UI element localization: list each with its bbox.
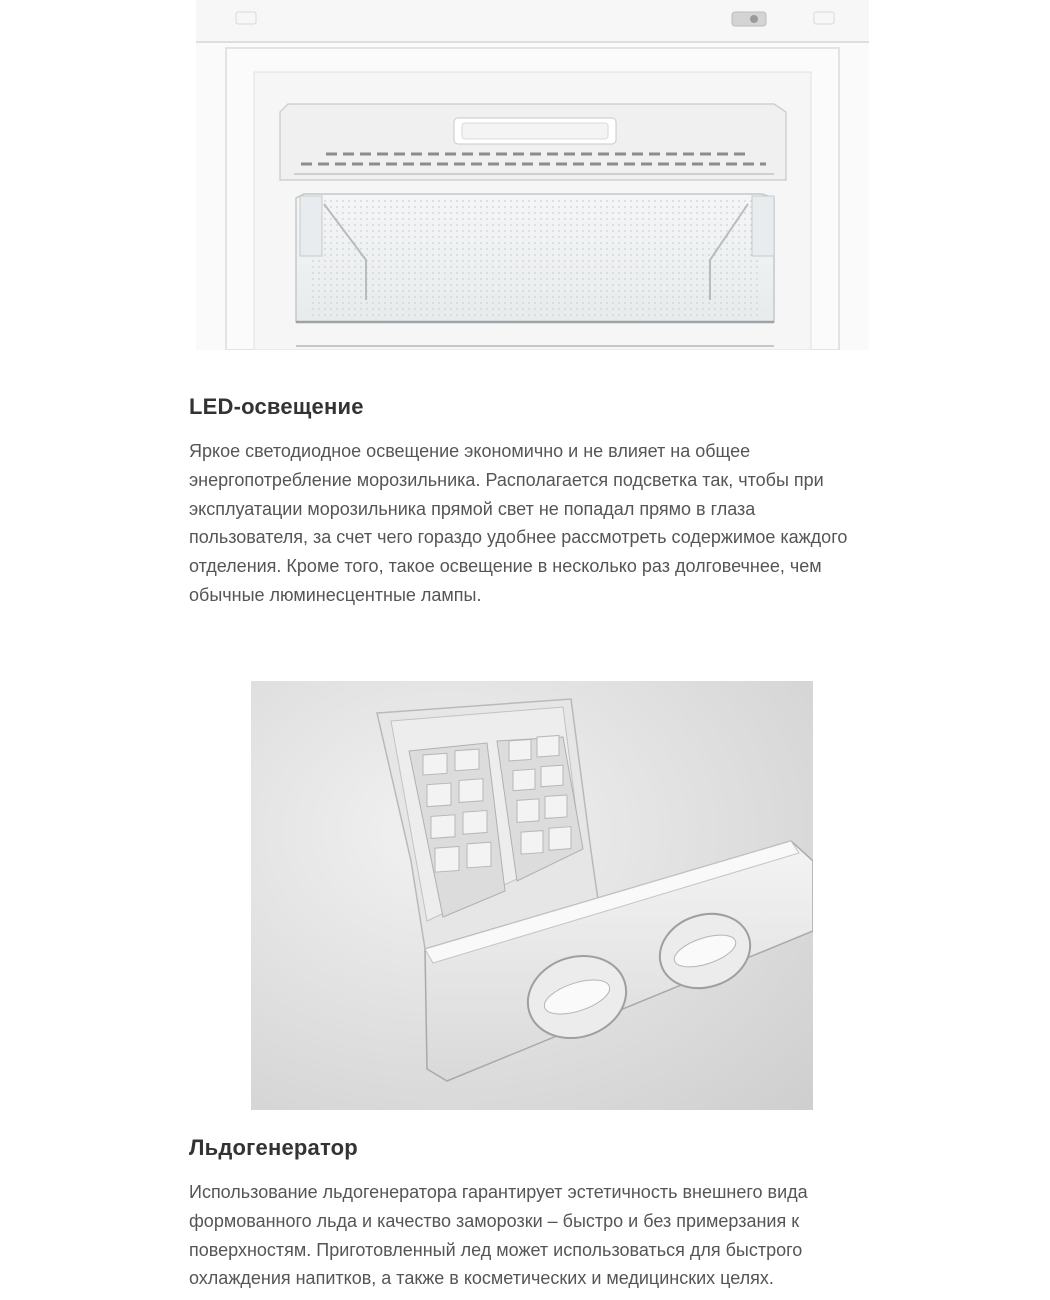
section-led-lighting [189,393,869,610]
section-title: Льдогенератор [189,1135,358,1160]
section-text: Использование льдогенератора гарантирует эстетичность внешнего вида формованного льда и качество заморозки – быстро и без примерзания к поверхностям. Приготовленный лед может использоваться для быстрого охлаждения напитков, а также в косметических и медицинских целях. [189,1182,808,1289]
section-ice-maker [189,1134,869,1293]
freezer-led-photo [196,0,869,350]
section-title: LED-освещение [189,394,364,419]
ice-maker-photo [251,681,813,1110]
section-text: Яркое светодиодное освещение экономично и не влияет на общее энергопотребление морозильника. Располагается подсветка так, чтобы при эксплуатации морозильника прямой свет не попадал прямо в глаза пользователя, за счет чего гораздо удобнее рассмотреть содержимое каждого отделения. Кроме того, такое освещение в несколько раз долговечнее, чем обычные люминесцентные лампы. [189,441,848,605]
